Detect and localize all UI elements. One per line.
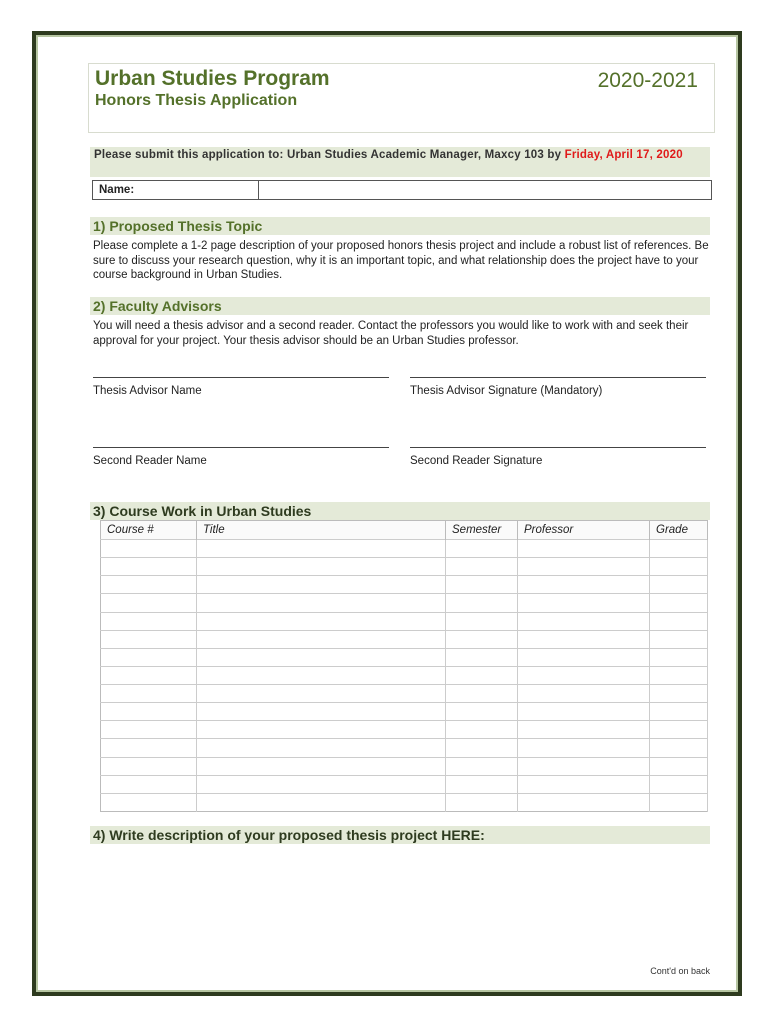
cell-semester[interactable]: [446, 703, 518, 721]
cell-grade[interactable]: [650, 757, 708, 775]
cell-semester[interactable]: [446, 685, 518, 703]
page-frame: [32, 31, 742, 996]
cell-course-number[interactable]: [101, 775, 197, 793]
cell-professor[interactable]: [518, 793, 650, 811]
coursework-header-row: [101, 521, 708, 540]
continued-note: Cont'd on back: [650, 966, 710, 976]
column-header-title: Title: [197, 521, 446, 540]
cell-grade[interactable]: [650, 630, 708, 648]
cell-title[interactable]: [197, 685, 446, 703]
table-row: [101, 757, 708, 775]
cell-course-number[interactable]: [101, 540, 197, 558]
cell-professor[interactable]: [518, 721, 650, 739]
cell-semester[interactable]: [446, 630, 518, 648]
cell-title[interactable]: [197, 540, 446, 558]
column-header-course-number: Course #: [101, 521, 197, 540]
cell-semester[interactable]: [446, 666, 518, 684]
cell-semester[interactable]: [446, 540, 518, 558]
coursework-rows: [101, 540, 708, 812]
cell-course-number[interactable]: [101, 739, 197, 757]
cell-title[interactable]: [197, 703, 446, 721]
column-header-professor: Professor: [518, 521, 650, 540]
second-reader-name-label: Second Reader Name: [93, 455, 207, 467]
cell-professor[interactable]: [518, 594, 650, 612]
cell-title[interactable]: [197, 721, 446, 739]
cell-professor[interactable]: [518, 666, 650, 684]
cell-professor[interactable]: [518, 703, 650, 721]
cell-semester[interactable]: [446, 775, 518, 793]
program-title: Urban Studies Program: [95, 67, 330, 90]
cell-title[interactable]: [197, 558, 446, 576]
cell-title[interactable]: [197, 739, 446, 757]
thesis-advisor-signature-line[interactable]: [410, 377, 706, 378]
coursework-table: [100, 520, 708, 812]
cell-grade[interactable]: [650, 576, 708, 594]
table-row: [101, 648, 708, 666]
column-header-semester: Semester: [446, 521, 518, 540]
cell-semester[interactable]: [446, 793, 518, 811]
cell-title[interactable]: [197, 775, 446, 793]
section-heading-advisors: 2) Faculty Advisors: [90, 297, 710, 315]
application-subtitle: Honors Thesis Application: [95, 92, 298, 109]
academic-year: 2020-2021: [597, 69, 698, 92]
cell-course-number[interactable]: [101, 612, 197, 630]
cell-semester[interactable]: [446, 594, 518, 612]
cell-grade[interactable]: [650, 612, 708, 630]
cell-grade[interactable]: [650, 739, 708, 757]
cell-grade[interactable]: [650, 666, 708, 684]
name-row: [92, 180, 712, 200]
cell-title[interactable]: [197, 666, 446, 684]
header: [88, 63, 715, 133]
thesis-advisor-signature-label: Thesis Advisor Signature (Mandatory): [410, 385, 603, 397]
submission-instructions: [90, 147, 710, 177]
cell-professor[interactable]: [518, 558, 650, 576]
second-reader-signature-label: Second Reader Signature: [410, 455, 543, 467]
cell-title[interactable]: [197, 594, 446, 612]
cell-title[interactable]: [197, 630, 446, 648]
table-row: [101, 612, 708, 630]
cell-course-number[interactable]: [101, 793, 197, 811]
cell-semester[interactable]: [446, 739, 518, 757]
cell-semester[interactable]: [446, 648, 518, 666]
cell-professor[interactable]: [518, 775, 650, 793]
cell-professor[interactable]: [518, 576, 650, 594]
second-reader-name-line[interactable]: [93, 447, 389, 448]
table-row: [101, 703, 708, 721]
cell-semester[interactable]: [446, 721, 518, 739]
cell-professor[interactable]: [518, 612, 650, 630]
cell-course-number[interactable]: [101, 558, 197, 576]
table-row: [101, 739, 708, 757]
cell-course-number[interactable]: [101, 685, 197, 703]
cell-semester[interactable]: [446, 757, 518, 775]
table-row: [101, 685, 708, 703]
cell-title[interactable]: [197, 793, 446, 811]
section-heading-topic: 1) Proposed Thesis Topic: [90, 217, 710, 235]
cell-grade[interactable]: [650, 540, 708, 558]
section-heading-description: 4) Write description of your proposed thesis project HERE:: [90, 826, 710, 844]
cell-professor[interactable]: [518, 685, 650, 703]
cell-grade[interactable]: [650, 703, 708, 721]
cell-professor[interactable]: [518, 630, 650, 648]
cell-course-number[interactable]: [101, 648, 197, 666]
table-row: [101, 558, 708, 576]
table-row: [101, 721, 708, 739]
table-row: [101, 576, 708, 594]
cell-course-number[interactable]: [101, 703, 197, 721]
cell-semester[interactable]: [446, 576, 518, 594]
cell-title[interactable]: [197, 648, 446, 666]
cell-course-number[interactable]: [101, 721, 197, 739]
cell-grade[interactable]: [650, 793, 708, 811]
cell-title[interactable]: [197, 576, 446, 594]
cell-grade[interactable]: [650, 685, 708, 703]
thesis-advisor-name-line[interactable]: [93, 377, 389, 378]
cell-semester[interactable]: [446, 612, 518, 630]
submission-deadline: Friday, April 17, 2020: [564, 149, 683, 161]
cell-grade[interactable]: [650, 775, 708, 793]
table-row: [101, 775, 708, 793]
cell-course-number[interactable]: [101, 666, 197, 684]
cell-professor[interactable]: [518, 757, 650, 775]
cell-course-number[interactable]: [101, 594, 197, 612]
cell-grade[interactable]: [650, 648, 708, 666]
name-label: Name:: [93, 181, 259, 199]
cell-course-number[interactable]: [101, 757, 197, 775]
second-reader-signature-line[interactable]: [410, 447, 706, 448]
thesis-advisor-name-label: Thesis Advisor Name: [93, 385, 202, 397]
cell-grade[interactable]: [650, 721, 708, 739]
table-row: [101, 666, 708, 684]
cell-grade[interactable]: [650, 558, 708, 576]
cell-semester[interactable]: [446, 558, 518, 576]
section-heading-coursework: 3) Course Work in Urban Studies: [90, 502, 710, 520]
name-field[interactable]: [259, 181, 711, 199]
table-row: [101, 630, 708, 648]
advisors-instructions: You will need a thesis advisor and a second reader. Contact the professors you would like to work with and seek their approval for your project. Your thesis advisor should be an Urban Studies professor.: [93, 320, 689, 347]
cell-title[interactable]: [197, 612, 446, 630]
column-header-grade: Grade: [650, 521, 708, 540]
table-row: [101, 793, 708, 811]
cell-professor[interactable]: [518, 648, 650, 666]
cell-professor[interactable]: [518, 540, 650, 558]
cell-professor[interactable]: [518, 739, 650, 757]
table-row: [101, 594, 708, 612]
cell-course-number[interactable]: [101, 576, 197, 594]
topic-instructions: Please complete a 1-2 page description of your proposed honors thesis project and include a robust list of references. Be sure to discuss your research question, why it is an important topic, and what relationship does the project have to your course background in Urban Studies.: [93, 240, 709, 281]
cell-title[interactable]: [197, 757, 446, 775]
cell-course-number[interactable]: [101, 630, 197, 648]
cell-grade[interactable]: [650, 594, 708, 612]
submission-text: Please submit this application to: Urban Studies Academic Manager, Maxcy 103 by: [94, 149, 565, 161]
table-row: [101, 540, 708, 558]
